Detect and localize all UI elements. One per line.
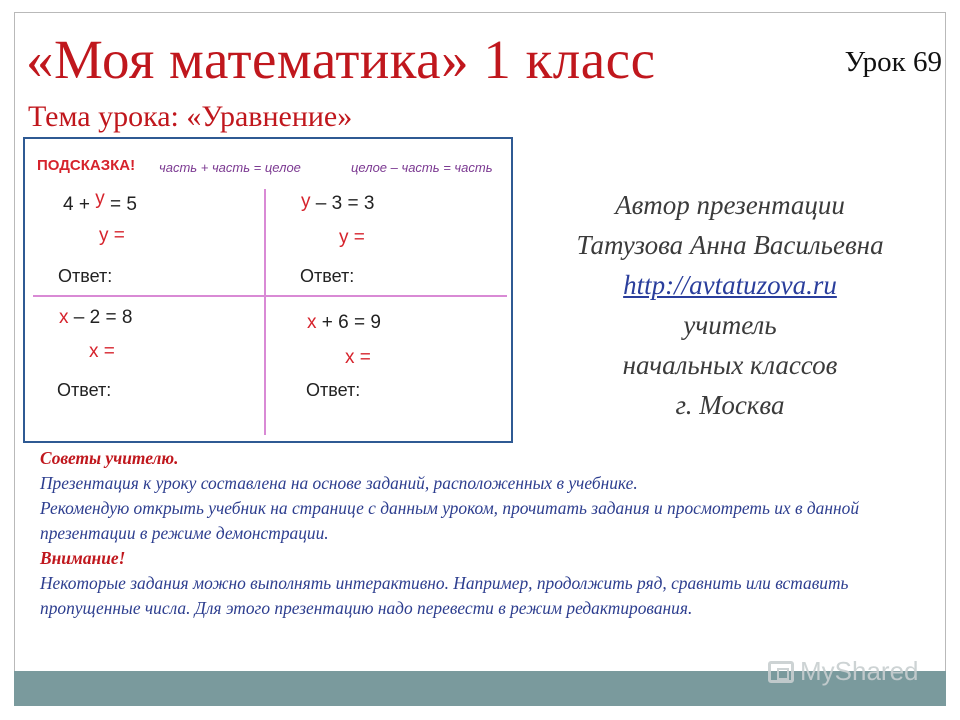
tips-text-1: Презентация к уроку составлена на основе заданий, расположенных в учебнике. — [40, 473, 638, 493]
rule-sum: часть + часть = целое — [159, 160, 301, 175]
warning-title: Внимание! — [40, 548, 126, 568]
watermark-text: MyShared — [800, 656, 919, 686]
hint-header — [37, 157, 135, 175]
author-website-link[interactable]: http://avtatuzova.ru — [623, 270, 837, 300]
equation-1 — [63, 188, 137, 216]
watermark — [768, 656, 919, 687]
hint-box — [23, 137, 513, 443]
equation-part: 4 + — [63, 194, 96, 215]
author-heading: Автор презентации — [615, 190, 845, 220]
author-city: г. Москва — [675, 390, 785, 420]
answer-label-4: Ответ: — [306, 380, 361, 400]
equation-4 — [307, 312, 381, 334]
rule-difference: целое – часть = часть — [351, 160, 493, 175]
vertical-divider — [264, 189, 266, 435]
answer-label-2: Ответ: — [300, 266, 355, 286]
solve-line-4: х = — [345, 347, 371, 368]
lesson-topic: Тема урока: «Уравнение» — [28, 100, 353, 133]
author-role-detail: начальных классов — [622, 350, 838, 380]
myshared-logo-icon — [768, 661, 794, 683]
hint-label: ПОДСКАЗКА! — [37, 157, 136, 174]
answer-label-3: Ответ: — [57, 380, 112, 400]
solve-line-2: у = — [339, 227, 365, 248]
equation-part: – 3 = 3 — [310, 193, 375, 214]
equation-variable: х — [59, 307, 69, 328]
teacher-notes — [40, 446, 920, 621]
slide-title: «Моя математика» 1 класс — [26, 29, 656, 90]
equation-part: – 2 = 8 — [68, 307, 133, 328]
warning-text: Некоторые задания можно выполнять интерактивно. Например, продолжить ряд, сравнить или вставить пропущенные числа. Для этого презентацию надо перевести в режим редактирования. — [40, 573, 849, 618]
equation-3 — [59, 307, 132, 329]
author-name: Татузова Анна Васильевна — [576, 230, 884, 260]
author-info — [535, 185, 925, 425]
lesson-number: Урок 69 — [844, 46, 942, 78]
equation-variable: у — [301, 191, 311, 212]
horizontal-divider — [33, 295, 507, 297]
equation-part: + 6 = 9 — [316, 312, 381, 333]
author-role: учитель — [683, 310, 777, 340]
tips-text-2: Рекомендую открыть учебник на странице с данным уроком, прочитать задания и просмотреть их в данной презентации в режиме демонстрации. — [40, 498, 860, 543]
equation-variable: у — [95, 188, 105, 209]
solve-line-1: у = — [99, 225, 125, 246]
answer-label-1: Ответ: — [58, 266, 113, 286]
tips-title: Советы учителю. — [40, 448, 179, 468]
equation-part: = 5 — [104, 194, 137, 215]
equation-variable: х — [307, 312, 317, 333]
equation-2 — [301, 193, 374, 215]
solve-line-3: х = — [89, 341, 115, 362]
